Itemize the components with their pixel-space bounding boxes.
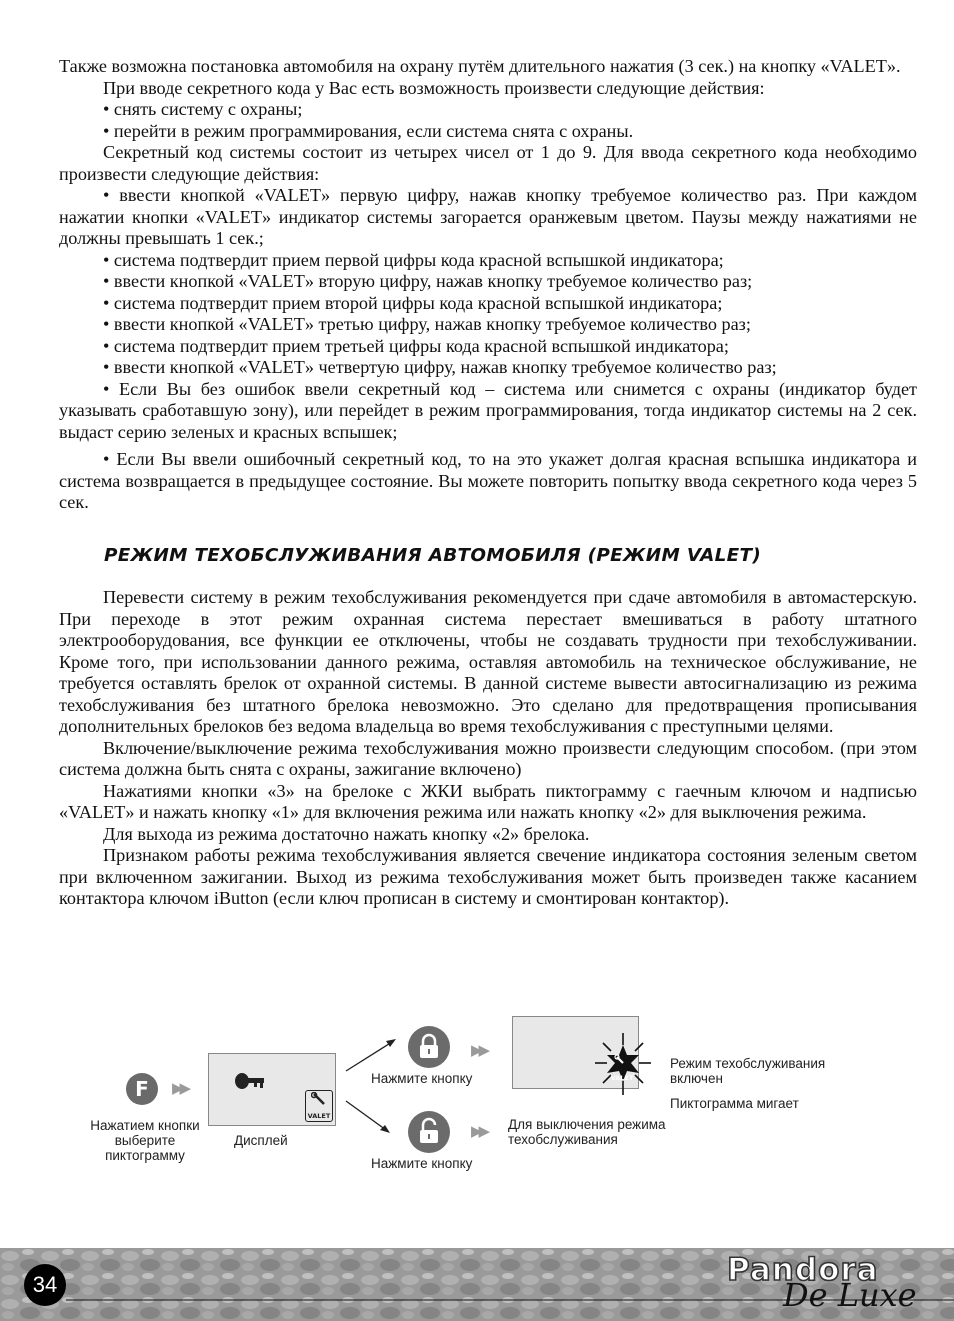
select-label xyxy=(82,1118,208,1163)
bullet-item: • Если Вы без ошибок ввели секретный код – система или снимется с охраны (индикатор будет указывать сработавшую зону), или перейдет в режим программирования, тогда индикатор системы на 2 сек. выдаст серию зеленых и красных вспышек; xyxy=(59,378,917,442)
key-icon xyxy=(234,1071,266,1091)
label-line: пиктограмму xyxy=(105,1148,185,1163)
label-line: выберите xyxy=(114,1133,176,1148)
bullet-item: • ввести кнопкой «VALET» вторую цифру, нажав кнопку требуемое количество раз; xyxy=(103,271,753,291)
display-label: Дисплей xyxy=(234,1133,288,1148)
valet-tag: VALET xyxy=(307,1112,331,1120)
paragraph: Признаком работы режима техобслуживания является свечение индикатора состояния зеленым светом при включенном зажигании. Выход из режима техобслуживания может быть произведен также касанием контактора ключом iButton (если ключ прописан в систему и смонтирован контактор). xyxy=(59,845,917,908)
label-line: техобслуживания xyxy=(508,1132,618,1147)
mode-off-label xyxy=(508,1117,666,1147)
bullet-item: • ввести кнопкой «VALET» третью цифру, нажав кнопку требуемое количество раз; xyxy=(103,314,751,334)
bullet-item: • система подтвердит прием первой цифры кода красной вспышкой индикатора; xyxy=(103,249,724,270)
display-screen xyxy=(208,1053,336,1126)
double-arrow-icon: ▶▶ xyxy=(172,1079,188,1097)
bullet-item: • Если Вы ввели ошибочный секретный код, то на это укажет долгая красная вспышка индикатора и система возвращается в предыдущее состояние. Вы можете повторить попытку ввода секретного кода через 5 сек. xyxy=(59,449,917,512)
brand-logo: Pandora xyxy=(727,1252,879,1288)
label-line: Нажатием кнопки xyxy=(90,1118,200,1133)
double-arrow-icon: ▶▶ xyxy=(471,1041,487,1059)
paragraph: Перевести систему в режим техобслуживания рекомендуется при сдаче автомобиля в автомастерскую. При переходе в этот режим охранная система перестает вмешиваться в работу штатного электрооборудования, все функции ее отключены, чтобы не создавать трудности при техобслуживании. Кроме того, при использовании данного режима, оставляя автомобиль на техническое обслуживание, не требуется оставлять брелок от охранной системы. В данной системе вывести автосигнализацию из режима техобслуживания без штатного брелока невозможно. Это сделано для предотвращения прописывания дополнительных брелоков без ведома владельца во время техобслуживания с преступными целями. xyxy=(59,587,917,736)
icon-blinks-label: Пиктограмма мигает xyxy=(670,1096,799,1111)
mode-on-label xyxy=(670,1056,825,1086)
lock-open-icon xyxy=(408,1111,450,1153)
double-arrow-icon: ▶▶ xyxy=(471,1122,487,1140)
paragraph: Также возможна постановка автомобиля на охрану путём длительного нажатия (3 сек.) на кнопку «VALET». xyxy=(59,56,901,76)
f-button-icon xyxy=(126,1073,158,1105)
paragraph: Секретный код системы состоит из четырех чисел от 1 до 9. Для ввода секретного кода необходимо произвести следующие действия: xyxy=(59,142,917,184)
blinking-valet-icon xyxy=(591,1029,655,1099)
intro-text-block xyxy=(59,56,917,514)
valet-tag: VALET xyxy=(610,1074,634,1082)
valet-wrench-icon xyxy=(305,1090,333,1122)
lock-closed-icon xyxy=(408,1026,450,1068)
section-heading: РЕЖИМ ТЕХОБСЛУЖИВАНИЯ АВТОМОБИЛЯ (РЕЖИМ VALET) xyxy=(104,546,762,566)
label-line: Режим техобслуживания xyxy=(670,1056,826,1071)
paragraph: Для выхода из режима достаточно нажать кнопку «2» брелока. xyxy=(103,823,590,844)
display-screen-valet xyxy=(512,1016,639,1089)
valet-text-block xyxy=(59,587,917,910)
paragraph: Нажатиями кнопки «3» на брелоке с ЖКИ выбрать пиктограмму с гаечным ключом и надписью «VALET» и нажать кнопку «1» для включения режима или нажать кнопку «2» для выключения режима. xyxy=(59,780,917,822)
bullet-item: • система подтвердит прием второй цифры кода красной вспышкой индикатора; xyxy=(103,292,723,313)
brand-logo-sub: De Luxe xyxy=(783,1276,917,1314)
bullet-item: • система подтвердит прием третьей цифры кода красной вспышкой индикатора; xyxy=(103,335,729,356)
bullet-item: • перейти в режим программирования, если система снята с охраны. xyxy=(103,120,634,141)
press-button-label-2: Нажмите кнопку xyxy=(371,1156,473,1171)
paragraph: Включение/выключение режима техобслуживания можно произвести следующим способом. (при этом система должна быть снята с охраны, зажигание включено) xyxy=(59,737,917,779)
label-line: включен xyxy=(670,1071,723,1086)
page-number: 34 xyxy=(24,1264,66,1306)
f-button-label: F xyxy=(135,1077,149,1101)
paragraph: При вводе секретного кода у Вас есть возможность произвести следующие действия: xyxy=(103,77,765,98)
label-line: Для выключения режима xyxy=(508,1117,666,1132)
bullet-item: • ввести кнопкой «VALET» первую цифру, нажав кнопку требуемое количество раз. При каждом нажатии кнопки «VALET» индикатор системы загорается оранжевым цветом. Паузы между нажатиями не должны превышать 1 сек.; xyxy=(59,185,917,248)
press-button-label-1: Нажмите кнопку xyxy=(371,1071,473,1086)
bullet-item: • ввести кнопкой «VALET» четвертую цифру, нажав кнопку требуемое количество раз; xyxy=(103,357,777,377)
bullet-item: • снять систему с охраны; xyxy=(103,99,303,119)
